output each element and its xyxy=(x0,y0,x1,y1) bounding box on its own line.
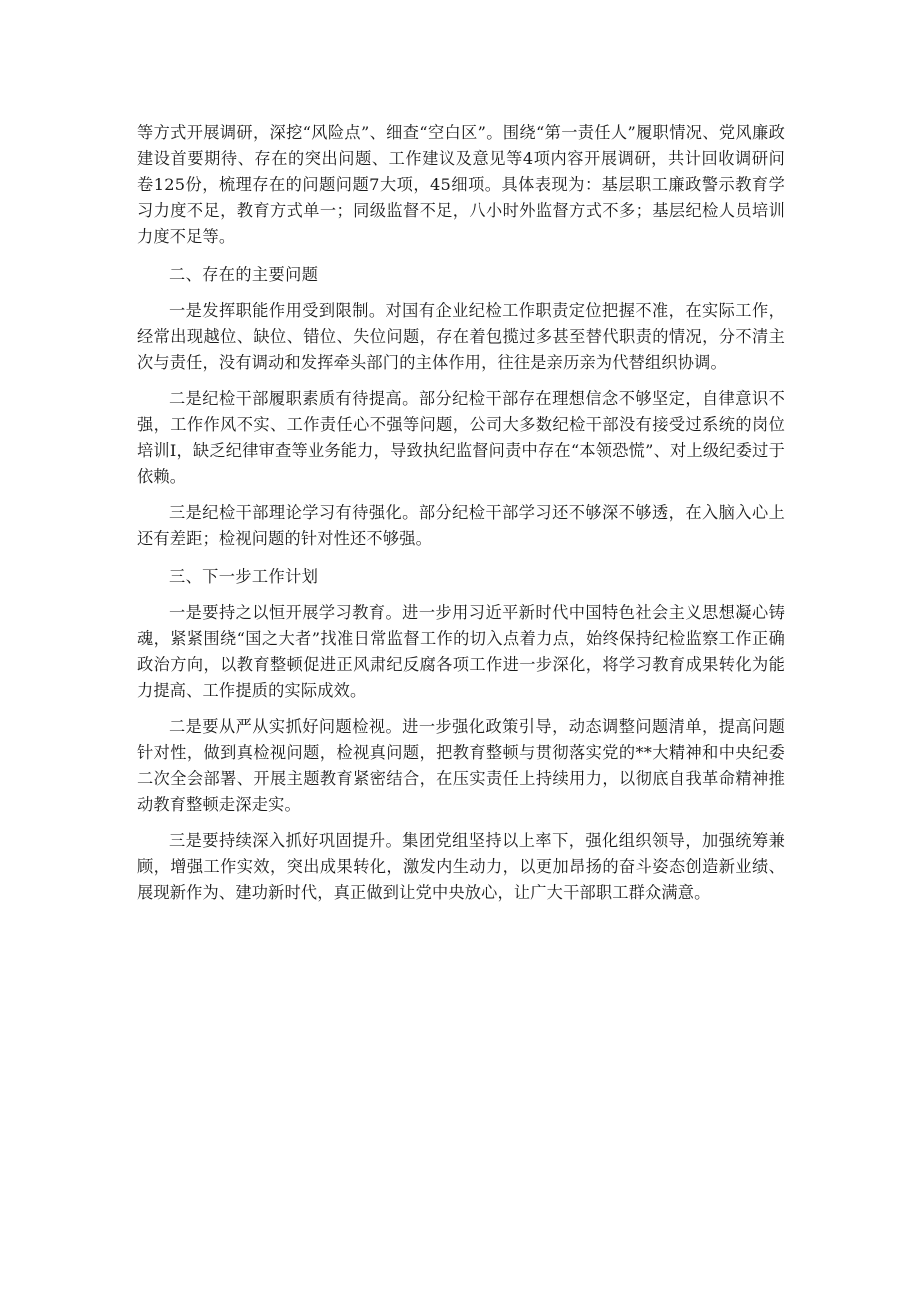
intro-paragraph: 等方式开展调研，深挖“风险点”、细查“空白区”。围绕“第一责任人”履职情况、党风廉政建设首要期待、存在的突出问题、工作建议及意见等4项内容开展调研，共计回收调研问卷125份，梳理存在的问题问题7大项，45细项。具体表现为：基层职工廉政警示教育学习力度不足，教育方式单一；同级监督不足，八小时外监督方式不多；基层纪检人员培训力度不足等。 xyxy=(137,123,785,246)
section-heading-problems: 二、存在的主要问题 xyxy=(169,265,319,284)
plan-paragraph-3: 三是要持续深入抓好巩固提升。集团党组坚持以上率下，强化组织领导，加强统筹兼顾，增强工作实效，突出成果转化，激发内生动力，以更加昂扬的奋斗姿态创造新业绩、展现新作为、建功新时代，真正做到让党中央放心，让广大干部职工群众满意。 xyxy=(137,831,785,902)
problem-paragraph-3: 三是纪检干部理论学习有待强化。部分纪检干部学习还不够深不够透，在入脑入心上还有差距；检视问题的针对性还不够强。 xyxy=(137,503,785,548)
problem-paragraph-1: 一是发挥职能作用受到限制。对国有企业纪检工作职责定位把握不准，在实际工作，经常出现越位、缺位、错位、失位问题，存在着包揽过多甚至替代职责的情况，分不清主次与责任，没有调动和发挥牵头部门的主体作用，往往是亲历亲为代替组织协调。 xyxy=(137,301,785,372)
plan-paragraph-1: 一是要持之以恒开展学习教育。进一步用习近平新时代中国特色社会主义思想凝心铸魂，紧紧围绕“国之大者”找准日常监督工作的切入点着力点，始终保持纪检监察工作正确政治方向，以教育整顿促进正风肃纪反腐各项工作进一步深化，将学习教育成果转化为能力提高、工作提质的实际成效。 xyxy=(137,603,785,700)
plan-paragraph-2: 二是要从严从实抓好问题检视。进一步强化政策引导，动态调整问题清单，提高问题针对性，做到真检视问题，检视真问题，把教育整顿与贯彻落实党的**大精神和中央纪委二次全会部署、开展主题教育紧密结合，在压实责任上持续用力，以彻底自我革命精神推动教育整顿走深走实。 xyxy=(137,717,785,814)
document-page xyxy=(137,120,785,906)
problem-paragraph-2: 二是纪检干部履职素质有待提高。部分纪检干部存在理想信念不够坚定，自律意识不强，工作作风不实、工作责任心不强等问题，公司大多数纪检干部没有接受过系统的岗位培训I，缺乏纪律审查等业务能力，导致执纪监督问责中存在“本领恐慌”、对上级纪委过于依赖。 xyxy=(137,389,785,486)
section-heading-next-steps: 三、下一步工作计划 xyxy=(169,567,319,586)
